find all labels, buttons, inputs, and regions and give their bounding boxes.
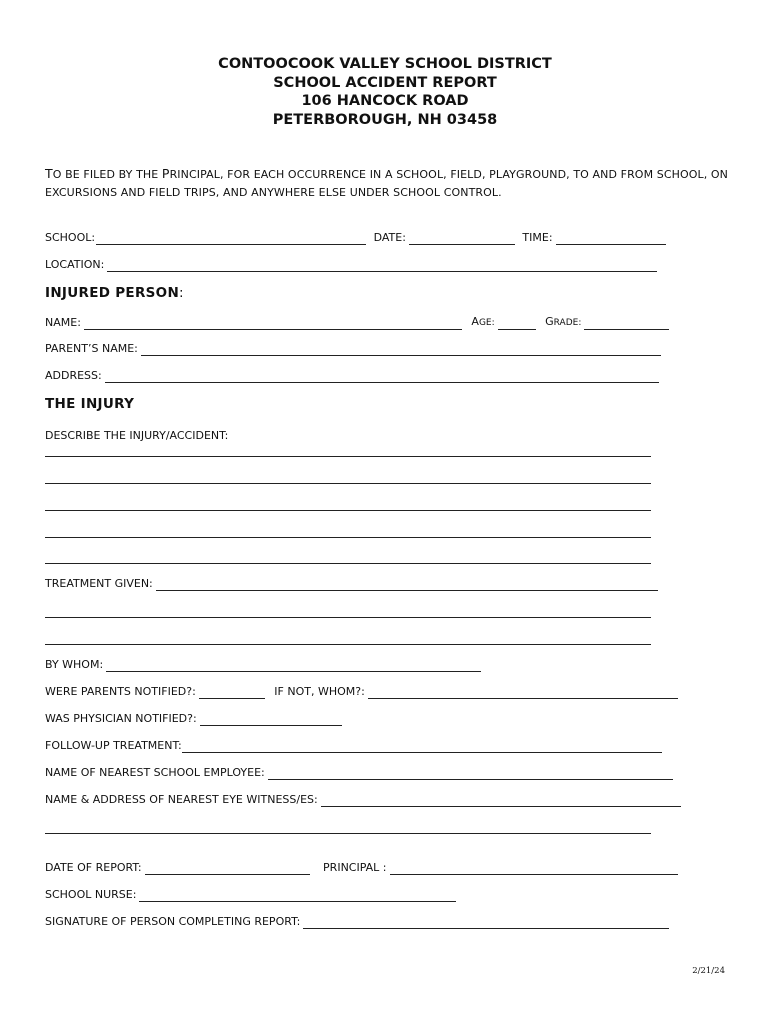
school-date-time-row xyxy=(45,231,666,245)
school-nurse-row xyxy=(45,888,456,902)
treatment-field[interactable] xyxy=(156,579,658,591)
name-age-grade-row xyxy=(45,315,669,330)
follow-up-field[interactable] xyxy=(182,741,662,753)
describe-line-5[interactable] xyxy=(45,563,651,564)
describe-label: DESCRIBE THE INJURY/ACCIDENT: xyxy=(45,429,229,442)
time-label: TIME: xyxy=(522,231,553,244)
parents-name-field[interactable] xyxy=(141,344,661,356)
grade-field[interactable] xyxy=(584,318,669,330)
eye-witness-row xyxy=(45,793,681,807)
principal-field[interactable] xyxy=(390,863,678,875)
follow-up-label: FOLLOW-UP TREATMENT: xyxy=(45,739,182,752)
date-of-report-label: DATE OF REPORT: xyxy=(45,861,142,874)
describe-line-2[interactable] xyxy=(45,483,651,484)
age-label: AGE: xyxy=(471,315,495,328)
physician-row xyxy=(45,712,342,726)
treatment-row xyxy=(45,577,658,591)
principal-label: PRINCIPAL : xyxy=(323,861,387,874)
eye-witness-line-2[interactable] xyxy=(45,833,651,834)
revision-date: 2/21/24 xyxy=(692,966,725,976)
injured-person-heading: INJURED PERSON: xyxy=(45,285,184,301)
by-whom-row xyxy=(45,658,481,672)
treatment-line-3[interactable] xyxy=(45,644,651,645)
address-row xyxy=(45,369,659,383)
by-whom-label: BY WHOM: xyxy=(45,658,104,671)
date-label: DATE: xyxy=(373,231,406,244)
physician-field[interactable] xyxy=(200,714,342,726)
treatment-line-2[interactable] xyxy=(45,617,651,618)
by-whom-field[interactable] xyxy=(106,660,481,672)
location-field[interactable] xyxy=(107,260,657,272)
street-address: 106 HANCOCK ROAD xyxy=(301,93,469,109)
form-title: SCHOOL ACCIDENT REPORT xyxy=(273,74,497,91)
nearest-employee-row xyxy=(45,766,673,780)
date-field[interactable] xyxy=(409,233,515,245)
district-name: CONTOOCOOK VALLEY SCHOOL DISTRICT xyxy=(218,56,552,72)
nearest-employee-label: NAME OF NEAREST SCHOOL EMPLOYEE: xyxy=(45,766,265,779)
grade-label: GRADE: xyxy=(545,315,582,328)
address-field[interactable] xyxy=(105,371,659,383)
filing-instructions: TO BE FILED BY THE PRINCIPAL, FOR EACH OCCURRENCE IN A SCHOOL, FIELD, PLAYGROUND, TO AND FROM SCHOOL, ON EXCURSIONS AND FIELD TRIPS, AND ANYWHERE ELSE UNDER SCHOOL CONTROL. xyxy=(45,166,729,199)
eye-witness-field[interactable] xyxy=(321,795,681,807)
parents-name-label: PARENT’S NAME: xyxy=(45,342,138,355)
location-row xyxy=(45,258,657,272)
city-state-zip: PETERBOROUGH, NH 03458 xyxy=(272,111,498,128)
location-label: LOCATION: xyxy=(45,258,105,271)
signature-row xyxy=(45,915,669,929)
school-nurse-field[interactable] xyxy=(139,890,456,902)
nearest-employee-field[interactable] xyxy=(268,768,673,780)
physician-label: WAS PHYSICIAN NOTIFIED?: xyxy=(45,712,197,725)
school-nurse-label: SCHOOL NURSE: xyxy=(45,888,137,901)
school-label: SCHOOL: xyxy=(45,231,96,244)
eye-witness-label: NAME & ADDRESS OF NEAREST EYE WITNESS/ES: xyxy=(45,793,318,806)
document-header xyxy=(0,55,770,129)
address-label: ADDRESS: xyxy=(45,369,102,382)
parents-notified-label: WERE PARENTS NOTIFIED?: xyxy=(45,685,196,698)
signature-field[interactable] xyxy=(303,917,669,929)
school-field[interactable] xyxy=(96,233,366,245)
describe-line-1[interactable] xyxy=(45,456,651,457)
the-injury-heading: THE INJURY xyxy=(45,396,135,412)
parents-name-row xyxy=(45,342,661,356)
date-of-report-field[interactable] xyxy=(145,863,310,875)
parents-notified-row xyxy=(45,685,678,699)
name-field[interactable] xyxy=(84,318,462,330)
treatment-label: TREATMENT GIVEN: xyxy=(45,577,153,590)
signature-label: SIGNATURE OF PERSON COMPLETING REPORT: xyxy=(45,915,301,928)
time-field[interactable] xyxy=(556,233,666,245)
describe-row xyxy=(45,429,228,443)
parents-notified-field[interactable] xyxy=(199,687,265,699)
describe-line-3[interactable] xyxy=(45,510,651,511)
if-not-label: IF NOT, WHOM?: xyxy=(274,685,365,698)
follow-up-row xyxy=(45,739,662,753)
describe-line-4[interactable] xyxy=(45,537,651,538)
if-not-field[interactable] xyxy=(368,687,678,699)
date-principal-row xyxy=(45,861,678,875)
name-label: NAME: xyxy=(45,316,81,329)
age-field[interactable] xyxy=(498,318,536,330)
